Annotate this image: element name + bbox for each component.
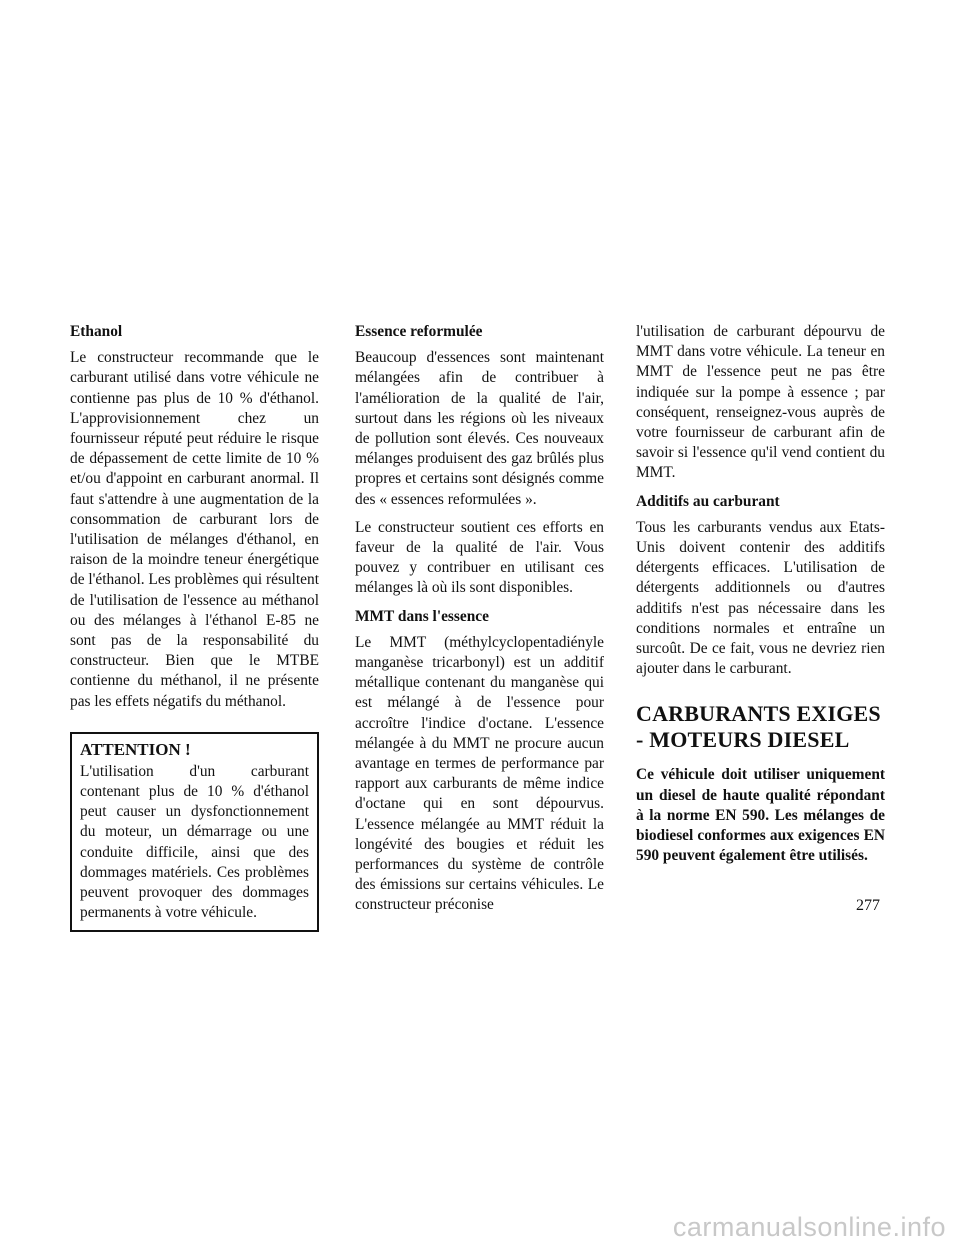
paragraph-additifs: Tous les carburants vendus aux Etats-Unis doivent contenir des additifs détergents efficaces. L'utilisation de détergents additionnels ou d'autres additifs n'est pas nécessaire dans les conditions normales et entraîne un surcoût. De ce fait, vous ne devriez rien ajouter dans le carburant. xyxy=(636,518,885,678)
column-left xyxy=(70,322,319,932)
paragraph-essence-reformulee: Beaucoup d'essences sont maintenant mélangées afin de contribuer à l'amélioration de la qualité de l'air, surtout dans les régions où les niveaux de pollution sont élevés. Ces nouveaux mélanges produisent des gaz brûlés plus propres et certains sont désignés comme des « essences reformulées ». xyxy=(355,349,604,508)
section-title-diesel: CARBURANTS EXIGES - MOTEURS DIESEL xyxy=(636,701,881,753)
warning-text: L'utilisation d'un carburant contenant plus de 10 % d'éthanol peut causer un dysfonctionnement du moteur, un démarrage ou une conduite difficile, ainsi que des dommages matériels. Ces problèmes peuvent provoquer des dommages permanents à votre véhicule. xyxy=(80,762,309,922)
paragraph-mmt-continued: l'utilisation de carburant dépourvu de MMT dans votre véhicule. La teneur en MMT de l'essence peut ne pas être indiquée sur la pompe à essence ; par conséquent, renseignez-vous auprès de votre fournisseur de carburant afin de savoir si l'essence qu'il vend contient du MMT. xyxy=(636,323,885,482)
heading-ethanol: Ethanol xyxy=(70,323,123,340)
heading-additifs: Additifs au carburant xyxy=(636,492,780,510)
column-middle xyxy=(355,322,604,924)
watermark: carmanualsonline.info xyxy=(672,1212,946,1242)
paragraph-qualite-air: Le constructeur soutient ces efforts en faveur de la qualité de l'air. Vous pouvez y contribuer en utilisant ces mélanges là où ils sont disponibles. xyxy=(355,518,604,597)
paragraph-mmt: Le MMT (méthylcyclopentadiényle manganèse tricarbonyl) est un additif métallique contenant du manganèse qui est mélangé à de l'essence pour accroître l'indice d'octane. L'essence mélangée à du MMT ne procure aucun avantage en termes de performance par rapport aux carburants de même indice d'octane qui en sont dépourvus. L'essence mélangée au MMT réduit la longévité des bougies et réduit les performances du système de contrôle des émissions sur certains véhicules. Le constructeur préconise xyxy=(355,633,604,914)
warning-title: ATTENTION ! xyxy=(80,739,191,759)
heading-mmt: MMT dans l'essence xyxy=(355,607,489,625)
heading-essence-reformulee: Essence reformulée xyxy=(355,323,483,340)
paragraph-ethanol: Le constructeur recommande que le carburant utilisé dans votre véhicule ne contienne pas plus de 10 % d'éthanol. L'approvisionnement chez un fournisseur réputé peut réduire le risque de dépassement de cette limite de 10 % et/ou d'appoint en carburant anormal. Il faut s'attendre à une augmentation de la consommation de carburant lors de l'utilisation de mélanges d'éthanol, en raison de la moindre teneur énergétique de l'éthanol. Les problèmes qui résultent de l'utilisation de l'essence au méthanol ou des mélanges à l'éthanol E-85 ne sont pas de la responsabilité du constructeur. Bien que le MTBE contienne du méthanol, il ne présente pas les effets négatifs du méthanol. xyxy=(70,349,319,710)
column-right xyxy=(636,322,885,874)
page-number: 277 xyxy=(856,897,880,914)
paragraph-diesel: Ce véhicule doit utiliser uniquement un diesel de haute qualité répondant à la norme EN 590. Les mélanges de biodiesel conformes aux exigences EN 590 peuvent également être utilisés. xyxy=(636,766,885,865)
warning-box xyxy=(70,732,319,933)
